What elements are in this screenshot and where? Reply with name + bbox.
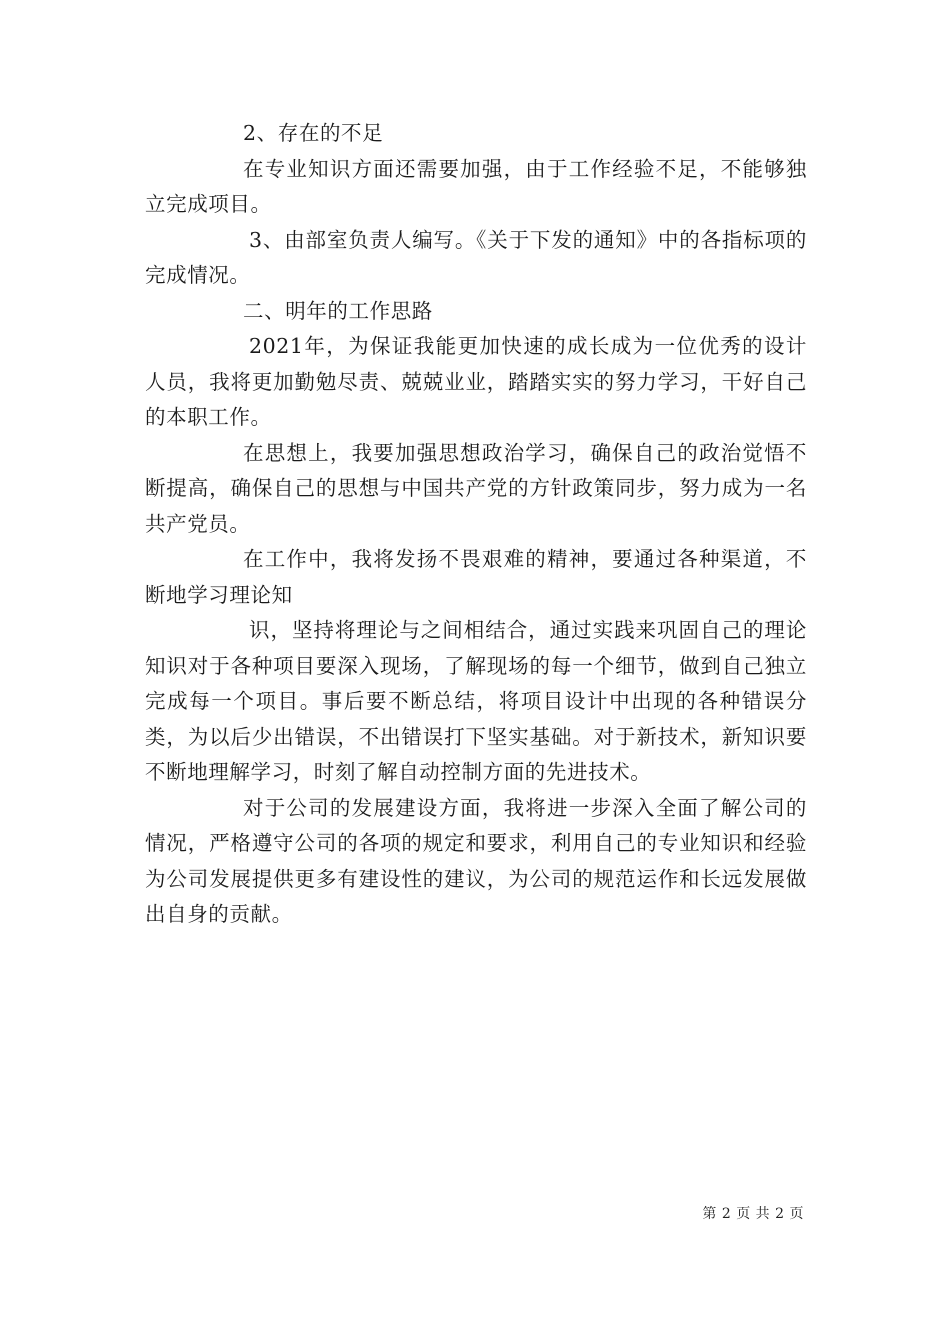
paragraph-work-part1: 在工作中，我将发扬不畏艰难的精神，要通过各种渠道，不断地学习理论知 bbox=[145, 547, 807, 607]
paragraph-shortcomings-heading: 2、存在的不足 bbox=[243, 121, 384, 145]
paragraph-ideology: 在思想上，我要加强思想政治学习，确保自己的政治觉悟不断提高，确保自己的思想与中国共产党的方针政策同步，努力成为一名共产党员。 bbox=[145, 440, 807, 536]
paragraph-work-part2: 识，坚持将理论与之间相结合，通过实践来巩固自己的理论知识对于各种项目要深入现场，了解现场的每一个细节，做到自己独立完成每一个项目。事后要不断总结，将项目设计中出现的各种错误分类，为以后少出错误，不出错误打下坚实基础。对于新技术，新知识要不断地理解学习，时刻了解自动控制方面的先进技术。 bbox=[145, 618, 807, 784]
paragraph-2021-plan: 2021年，为保证我能更加快速的成长成为一位优秀的设计人员，我将更加勤勉尽责、兢兢业业，踏踏实实的努力学习，干好自己的本职工作。 bbox=[145, 334, 807, 429]
paragraph-company-development: 对于公司的发展建设方面，我将进一步深入全面了解公司的情况，严格遵守公司的各项的规定和要求，利用自己的专业知识和经验为公司发展提供更多有建设性的建议，为公司的规范运作和长远发展做出自身的贡献。 bbox=[145, 795, 807, 926]
page-number-footer: 第 2 页 共 2 页 bbox=[702, 1206, 804, 1222]
paragraph-department-note: 3、由部室负责人编写。《关于下发的通知》中的各指标项的完成情况。 bbox=[145, 227, 807, 287]
paragraph-shortcomings-body: 在专业知识方面还需要加强，由于工作经验不足，不能够独立完成项目。 bbox=[145, 156, 807, 216]
document-body bbox=[145, 116, 807, 933]
paragraph-next-year-heading: 二、明年的工作思路 bbox=[243, 298, 433, 323]
